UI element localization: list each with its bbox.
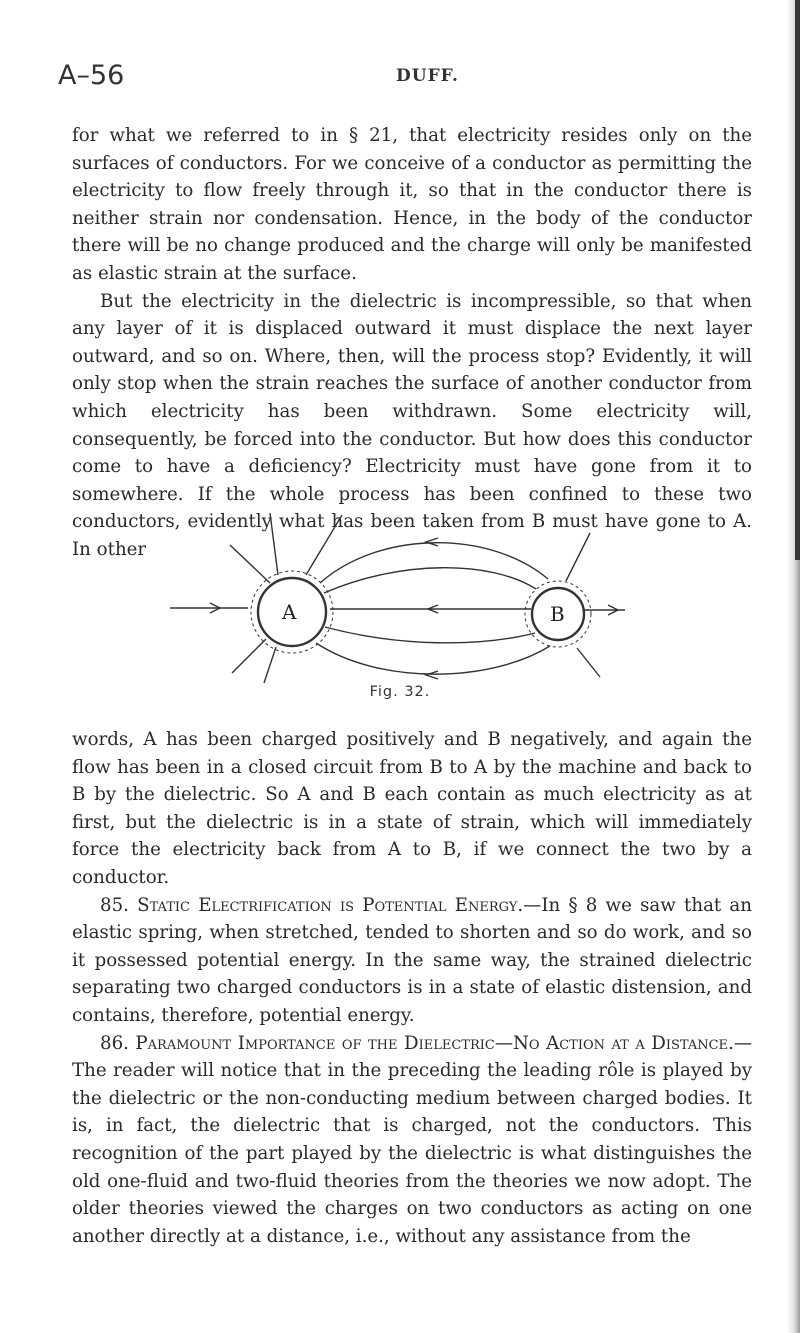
line-b-up (566, 533, 590, 581)
line-a-up-2 (306, 515, 342, 575)
paragraph-continuation: words, A has been charged positively and B negatively, and again the flow has been in a closed circuit from B to A by the machine and back to B by the dielectric. So A and B each contain as much electricity as at first, but the dielectric is in a state of strain, which will immediately force the electricity back from A to B, if we connect the two by a conductor. (72, 729, 752, 888)
line-a-down-left (232, 639, 266, 673)
arrow-ab-1 (426, 538, 438, 546)
body-text-top (72, 122, 752, 564)
running-head: DUFF. (396, 66, 459, 86)
line-a-up-1 (270, 513, 278, 575)
section-86 (72, 1030, 752, 1251)
line-ab-1 (320, 543, 548, 583)
figure-32 (170, 505, 630, 685)
line-b-down (577, 648, 600, 677)
line-a-up-left (230, 545, 270, 583)
page-edge-binding (795, 0, 800, 560)
label-b: B (550, 602, 565, 626)
section-85 (72, 892, 752, 1030)
section-86-heading: 86. Paramount Importance of the Dielectric—No Action at a Distance. (100, 1032, 734, 1054)
body-text-bottom (72, 726, 752, 1250)
line-ab-4 (325, 627, 535, 643)
section-85-heading: 85. Static Electrification is Potential Energy. (100, 894, 524, 916)
line-ab-2 (324, 568, 536, 593)
line-a-down (264, 647, 276, 683)
section-86-body: —The reader will notice that in the preceding the leading rôle is played by the dielectric or the non-conducting medium between charged bodies. It is, in fact, the dielectric that is charged, not the conductors. This recognition of the part played by the dielectric is what distinguishes the old one-fluid and two-fluid theories from the theories we now adopt. The older theories viewed the charges on two conductors as acting on one another directly at a distance, i.e., without any assistance from the (72, 1032, 752, 1247)
line-ab-5 (316, 643, 550, 674)
paragraph-1: for what we referred to in § 21, that electricity resides only on the surfaces of conductors. For we conceive of a conductor as permitting the electricity to flow freely through it, so that in the conductor there is neither strain nor condensation. Hence, in the body of the conductor there will be no change produced and the charge will only be manifested as elastic strain at the surface. (72, 125, 752, 284)
label-a: A (282, 600, 297, 624)
paragraph-2: But the electricity in the dielectric is incompressible, so that when any layer of it is displaced outward it must displace the next layer outward, and so on. Where, then, will the process stop? Evidently, it will only stop when the strain reaches the surface of another conductor from which electricity has been withdrawn. Some electricity will, consequently, be forced into the conductor. But how does this conductor come to have a deficiency? Electricity must have gone from it to somewhere. If the whole process has been confined to these two conductors, evidently what has been taken from B must have gone to A. In other (72, 290, 752, 560)
arrow-ab-5 (426, 671, 438, 679)
section-85-body: —In § 8 we saw that an elastic spring, when stretched, tended to shorten and so do work, and so it possessed potential energy. In the same way, the strained dielectric separating two charged conductors is in a state of elastic distension, and contains, therefore, potential energy. (72, 894, 752, 1026)
page-number: A–56 (58, 60, 125, 91)
page-header (58, 60, 758, 100)
figure-caption: Fig. 32. (369, 684, 431, 700)
field-lines-diagram (170, 505, 630, 685)
